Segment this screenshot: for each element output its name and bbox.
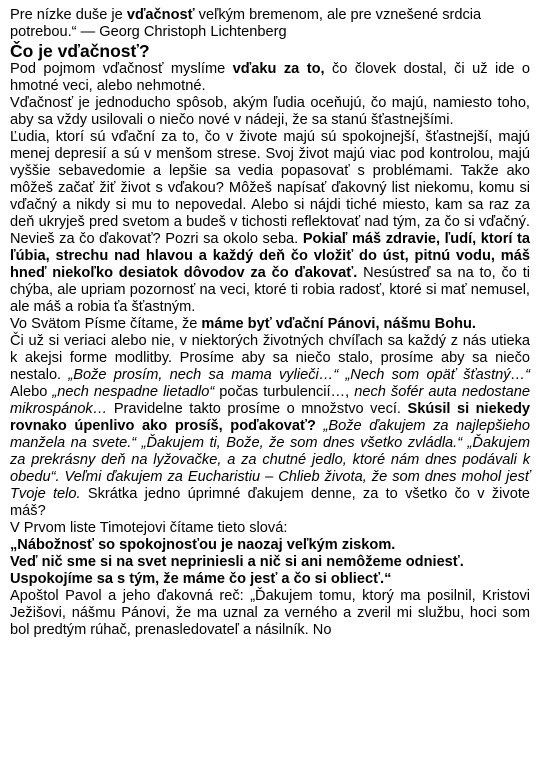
paragraph-definition <box>10 61 530 95</box>
paragraph-text: Skrátka jedno úprimné ďakujem denne, za to všetko čo v živote máš? <box>10 486 530 519</box>
paragraph-timothy-intro: V Prvom liste Timotejovi čítame tieto slová: <box>10 520 288 536</box>
paragraph-text: Pod pojmom vďačnosť myslíme <box>10 61 233 77</box>
document-page <box>10 7 530 639</box>
epigraph-text: Pre nízke duše je <box>10 7 127 23</box>
paragraph-grateful-people <box>10 129 530 316</box>
paragraph-text: Alebo <box>10 384 53 400</box>
bible-quote-line: Uspokojíme sa s tým, že máme čo jesť a čo si obliecť.“ <box>10 571 392 587</box>
paragraph-text: čo človek dostal, či už ide o hmotné veci, alebo nehmotné. <box>10 61 530 94</box>
paragraph-italic: „Bože prosím, nech sa mama vylieči…“ „Nech som opäť šťastný…“ <box>68 367 531 383</box>
paragraph-paul: Apoštol Pavol a jeho ďakovná reč: „Ďakujem tomu, ktorý ma posilnil, Kristovi Ježišovi, nášmu Pánovi, že ma uznal za verného a zveril mi službu, hoci som bol predtým rúhač, prenasledovateľ a násilník. No <box>10 588 530 638</box>
section-heading: Čo je vďačnosť? <box>10 41 150 61</box>
paragraph-prayer <box>10 333 530 520</box>
paragraph-bold: Skúsil si niekedy rovnako úpenlivo ako prosíš, poďakovať? <box>10 401 530 434</box>
paragraph-italic: nech šofér auta nedostane mikrospánok… <box>10 384 531 417</box>
paragraph-text <box>316 418 324 434</box>
paragraph-bold: máme byť vďační Pánovi, nášmu Bohu. <box>201 316 476 332</box>
paragraph-gratitude: Vďačnosť je jednoducho spôsob, akým ľudia oceňujú, čo majú, namiesto toho, aby sa vždy usilovali o niečo nové v nádeji, že sa stanú šťastnejšími. <box>10 95 530 128</box>
paragraph-text: počas turbulencií…, <box>214 384 355 400</box>
paragraph-text: Nesústreď sa na to, čo ti chýba, ale upriam pozornosť na veci, ktoré ti robia radosť, ktoré si mať nemusel, ale máš a robia ťa šťastným. <box>10 265 530 315</box>
bible-quote-line: „Nábožnosť so spokojnosťou je naozaj veľkým ziskom. <box>10 537 396 553</box>
paragraph-text: Pravidelne takto prosíme o množstvo vecí. <box>107 401 408 417</box>
paragraph-italic: „Bože ďakujem za najlepšieho manžela na svete.“ „Ďakujem ti, Bože, že som dnes všetko zvládla.“ „Ďakujem za prekrásny deň na lyžovačke, a za chutné jedlo, ktoré nám dnes podávali k obedu“. Veľmi ďakujem za Eucharistiu – Chlieb života, že som dnes mohol jesť Tvoje telo. <box>10 418 530 502</box>
paragraph-bold: Pokiaľ máš zdravie, ľudí, ktorí ta ľúbia, strechu nad hlavou a každý deň čo vložiť do úst, pitnú vodu, máš hneď niekoľko desiatok dôvodov za čo ďakovať. <box>10 231 530 281</box>
epigraph <box>10 7 530 41</box>
paragraph-text: Vo Svätom Písme čítame, že <box>10 316 202 332</box>
epigraph-bold: vďačnosť <box>126 7 195 23</box>
paragraph-bold: vďaku za to, <box>232 61 325 77</box>
paragraph-italic: „nech nespadne lietadlo“ <box>52 384 215 400</box>
paragraph-text: Ľudia, ktorí sú vďační za to, čo v živote majú sú spokojnejší, šťastnejší, majú menej depresií a sú v menšom strese. Svoj život majú viac pod kontrolou, majú vyššie sebavedomie a lepšie sa vedia popasovať s problémami. Takže ako môžeš začať žiť život s vďakou? Môžeš napísať ďakovný list niekomu, komu si vďačný a nikdy si mu to nepovedal. Alebo si nájdi tiché miesto, kam sa raz za deň ukryješ pred svetom a budeš v tichosti reflektovať nad tým, za čo si vďačný. Nevieš za čo ďakovať? Pozri sa okolo seba. <box>10 129 530 247</box>
epigraph-text-end: veľkým bremenom, ale pre vznešené srdcia potrebou.“ — Georg Christoph Lichtenberg <box>10 7 482 40</box>
paragraph-text: Či už si veriaci alebo nie, v niektorých životných chvíľach sa každý z nás utieka k akejsi forme modlitby. Prosíme aby sa niečo stalo, prosíme aby sa niečo nestalo. <box>10 333 530 383</box>
bible-quote-line: Veď nič sme si na svet nepriniesli a nič si ani nemôžeme odniesť. <box>10 554 464 570</box>
paragraph-scripture <box>10 316 530 333</box>
